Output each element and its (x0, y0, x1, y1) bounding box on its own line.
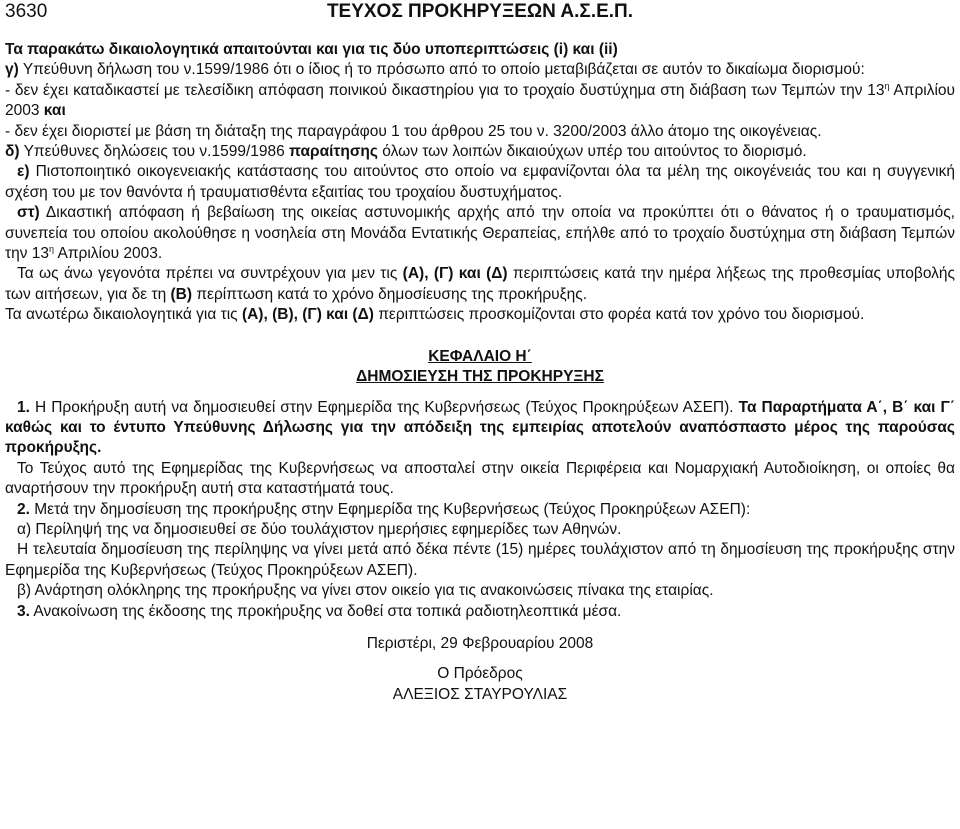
page-header (5, 2, 955, 32)
superscript: η (49, 243, 55, 254)
signature-role: Ο Πρόεδρος (437, 665, 523, 683)
conditions-paragraph (5, 264, 955, 305)
chapter-subtitle: ΔΗΜΟΣΙΕΥΣΗ ΤΗΣ ΠΡΟΚΗΡΥΞΗΣ (356, 368, 604, 386)
superscript: η (884, 80, 890, 91)
item-g-dash-1 (5, 81, 955, 122)
item-g-dash-1-bold: και (43, 102, 66, 120)
item-d-text: Υπεύθυνες δηλώσεις του ν.1599/1986 (19, 143, 290, 161)
item-st-text: Δικαστική απόφαση ή βεβαίωση της οικείας αστυνομικής αρχής από την οποία να προκύπτει ότι ο θάνατος ή ο τραυματισμός, συνεπεία του οποίου ακολούθησε η νοσηλεία στη Μονάδα Εντατικής Θεραπείας, επήλθε από το τροχαίο δυστύχημα στη διάβαση Τεμπών την 13 (5, 204, 955, 263)
publication-item-1 (5, 398, 955, 459)
item-st-label: στ) (17, 204, 40, 222)
item-d (5, 142, 955, 162)
pub2-number: 2. (17, 500, 30, 518)
para1-text-3: περίπτωση κατά το χρόνο δημοσίευσης της προκήρυξης. (192, 285, 587, 303)
item-st-text-b: Απριλίου 2003. (54, 245, 163, 263)
signature-place-date: Περιστέρι, 29 Φεβρουαρίου 2008 (366, 634, 594, 652)
item-st (5, 203, 955, 264)
publication-item-3 (5, 602, 955, 622)
publication-item-2a: α) Περίληψή της να δημοσιευθεί σε δύο τουλάχιστον ημερήσιες εφημερίδες των Αθηνών. (17, 520, 622, 538)
signature-name: ΑΛΕΞΙΟΣ ΣΤΑΥΡΟΥΛΙΑΣ (392, 685, 568, 703)
para2-text-1: Τα ανωτέρω δικαιολογητικά για τις (5, 306, 242, 324)
item-d-text-b: όλων των λοιπών δικαιούχων υπέρ του αιτούντος το διορισμό. (377, 143, 807, 161)
pub3-text: Ανακοίνωση της έκδοσης της προκήρυξης να δοθεί στα τοπικά ραδιοτηλεοπτικά μέσα. (29, 602, 622, 620)
para2-bold-1: (Α), (Β), (Γ) και (Δ) (241, 306, 374, 324)
para1-bold-2: (Β) (170, 285, 193, 303)
item-e (5, 162, 955, 203)
item-d-bold: παραίτησης (289, 143, 378, 161)
item-g-dash-2: - δεν έχει διοριστεί με βάση τη διάταξη της παραγράφου 1 του άρθρου 25 του ν. 3200/2003 άλλο άτομο της οικογένειας. (5, 122, 822, 140)
para1-bold-1: (Α), (Γ) και (Δ) (402, 265, 508, 283)
para1-text-2: περιπτώσεις κατά την ημέρα λήξεως της προθεσμίας υποβολής των αιτήσεων, για δε τη (5, 265, 956, 303)
issue-title: ΤΕΥΧΟΣ ΠΡΟΚΗΡΥΞΕΩΝ Α.Σ.Ε.Π. (326, 1, 634, 22)
item-g (5, 60, 955, 80)
chapter-title: ΚΕΦΑΛΑΙΟ Η΄ (428, 347, 532, 365)
publication-item-2a-note: Η τελευταία δημοσίευση της περίληψης να γίνει μετά από δέκα πέντε (15) ημέρες τουλάχιστον από τη δημοσίευση της προκήρυξης στην Εφημερίδα της Κυβερνήσεως (Τεύχος Προκηρύξεων ΑΣΕΠ). (5, 541, 955, 579)
item-d-label: δ) (5, 143, 20, 161)
page-number: 3630 (5, 1, 48, 22)
para2-text-2: περιπτώσεις προσκομίζονται στο φορέα κατά τον χρόνο του διορισμού. (373, 306, 865, 324)
para1-text-1: Τα ως άνω γεγονότα πρέπει να συντρέχουν για μεν τις (17, 265, 403, 283)
item-g-label: γ) (5, 61, 19, 79)
pub2-text: Μετά την δημοσίευση της προκήρυξης στην Εφημερίδα της Κυβερνήσεως (Τεύχος Προκηρύξεων ΑΣΕΠ): (29, 500, 751, 518)
publication-item-2 (5, 500, 955, 520)
publication-item-1b: Το Τεύχος αυτό της Εφημερίδας της Κυβερνήσεως να αποσταλεί στην οικεία Περιφέρεια και Νομαρχιακή Αυτοδιοίκηση, οι οποίες θα αναρτήσουν την προκήρυξη αυτή στα καταστήματά τους. (5, 459, 955, 498)
pub1-bold: Τα Παραρτήματα Α΄, Β΄ και Γ΄ καθώς και το έντυπο Υπεύθυνης Δήλωσης για την απόδειξη της εμπειρίας αποτελούν αναπόσπαστο μέρος της παρούσας προκήρυξης. (5, 398, 955, 457)
item-e-text: Πιστοποιητικό οικογενειακής κατάστασης του αιτούντος στο οποίο να εμφανίζονται όλα τα μέλη της οικογένειάς του και η συγγενική σχέση του με τον θανόντα ή τραυματισθέντα εξαιτίας του τροχαίου δυστυχήματος. (5, 163, 955, 201)
documents-paragraph (5, 305, 955, 325)
publication-item-2b: β) Ανάρτηση ολόκληρης της προκήρυξης να γίνει στον οικείο για τις ανακοινώσεις πίνακα της εταιρίας. (17, 582, 714, 600)
item-g-dash-1-text-b: Απριλίου 2003 (5, 81, 955, 120)
item-g-dash-1-text: - δεν έχει καταδικαστεί με τελεσίδικη απόφαση ποινικού δικαστηρίου για το τροχαίο δυστύχημα στη διάβαση των Τεμπών την 13 (5, 81, 885, 99)
intro-heading: Τα παρακάτω δικαιολογητικά απαιτούνται και για τις δύο υποπεριπτώσεις (i) και (ii) (5, 41, 618, 58)
pub1-number: 1. (17, 398, 30, 416)
item-g-text: Υπεύθυνη δήλωση του ν.1599/1986 ότι ο ίδιος ή το πρόσωπο από το οποίο μεταβιβάζεται σε αυτόν το δικαίωμα διορισμού: (18, 61, 865, 79)
pub1-text: Η Προκήρυξη αυτή να δημοσιευθεί στην Εφημερίδα της Κυβερνήσεως (Τεύχος Προκηρύξεων ΑΣΕΠ). (29, 398, 739, 416)
pub3-number: 3. (17, 602, 30, 620)
item-e-label: ε) (17, 163, 30, 181)
